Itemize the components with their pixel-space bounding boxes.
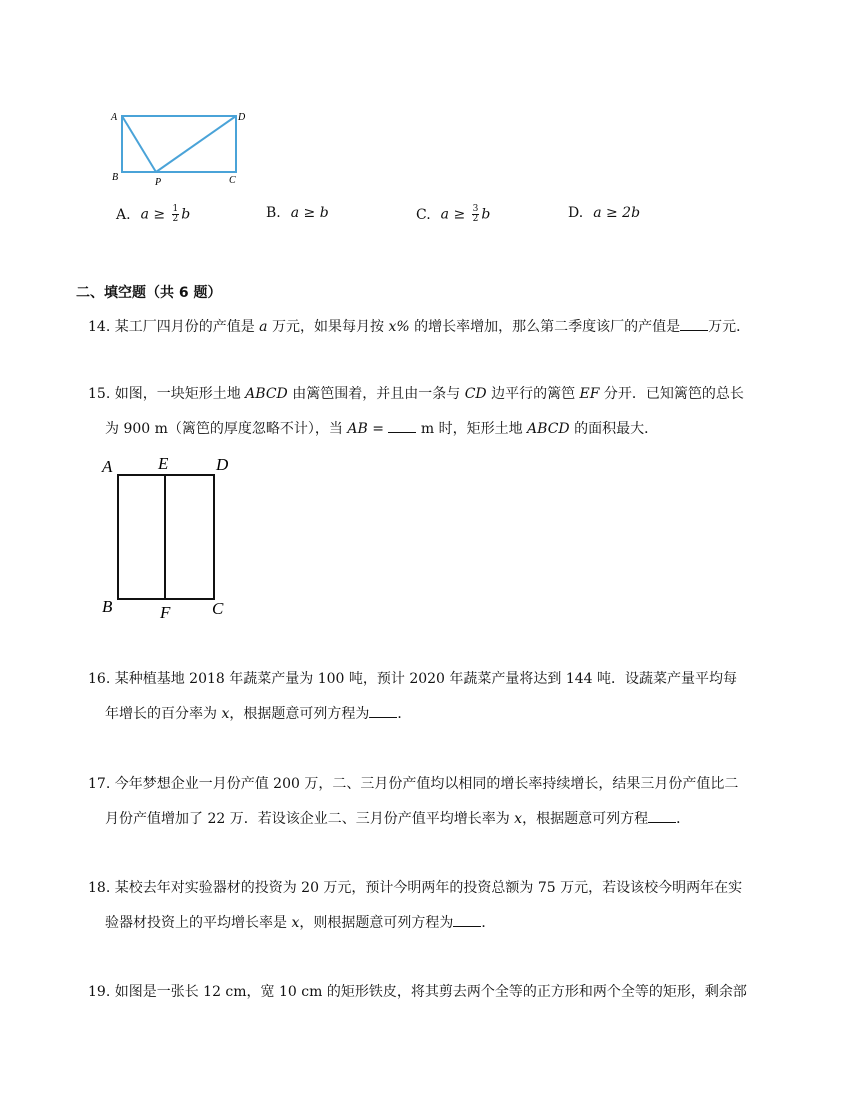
option-a-letter: A. [116, 206, 131, 223]
question-15-text-8: 的面积最大． [569, 421, 659, 437]
question-18-number: 18. [88, 880, 111, 896]
question-15-var-ef: EF [579, 386, 600, 402]
question-14-text-2: 万元，如果每月按 [267, 319, 389, 335]
question-14-var-x: x% [388, 319, 410, 335]
option-a[interactable] [116, 205, 190, 224]
question-15-line-2 [88, 418, 788, 439]
question-17 [88, 774, 788, 829]
segment-pd [156, 116, 236, 172]
question-14-text-1: 某工厂四月份的产值是 [114, 319, 260, 335]
label-f: F [160, 603, 171, 622]
question-17-answer-blank[interactable] [648, 808, 676, 823]
figure-rectangle-abcd-ef [98, 452, 238, 624]
question-16-text-2: 年增长的百分率为 [105, 706, 222, 722]
option-a-fraction [172, 205, 180, 224]
question-18-line-1 [88, 878, 788, 898]
option-a-expr-pre: a ≥ [140, 206, 170, 223]
question-15-text-2: 由篱笆围着，并且由一条与 [287, 386, 465, 402]
question-19-number: 19. [88, 984, 111, 1000]
question-14-text-3: 的增长率增加，那么第二季度该厂的产值是 [409, 319, 681, 335]
question-15-text-6: = [367, 421, 389, 437]
question-19-text-1: 如图是一张长 12 cm，宽 10 cm 的矩形铁皮，将其剪去两个全等的正方形和两个全等的矩形，剩余部 [114, 984, 747, 1000]
question-18-text-4: ． [481, 915, 496, 931]
option-b-letter: B. [266, 205, 281, 221]
option-a-expr-post: b [181, 206, 191, 223]
label-c: C [229, 175, 236, 186]
question-16-text-3: ，根据题意可列方程为 [229, 706, 370, 722]
question-18-text-3: ，则根据题意可列方程为 [299, 915, 454, 931]
label-b-2: B [102, 597, 113, 616]
question-17-var-x: x [514, 811, 523, 827]
question-17-number: 17. [88, 776, 111, 792]
section-title: 二、填空题（共 6 题） [76, 285, 222, 301]
question-16-var-x: x [221, 706, 230, 722]
option-c-fraction [472, 205, 480, 224]
question-15-text-3: 边平行的篱笆 [486, 386, 580, 402]
question-16-text-4: ． [397, 706, 412, 722]
option-c-expr-post: b [481, 206, 491, 223]
question-14-answer-blank[interactable] [680, 316, 708, 331]
option-c-denominator: 2 [472, 214, 479, 224]
question-15-var-abcd-2: ABCD [527, 421, 570, 437]
label-b: B [112, 172, 119, 183]
option-b-expr: a ≥ b [290, 205, 329, 221]
question-14-line [88, 316, 788, 337]
question-15-var-ab: AB [347, 421, 368, 437]
question-18-answer-blank[interactable] [453, 912, 481, 927]
question-16-line-1 [88, 669, 788, 689]
question-19-line-1 [88, 982, 788, 1002]
question-14 [88, 316, 788, 337]
question-15-text-1: 如图，一块矩形土地 [114, 386, 246, 402]
question-15-number: 15. [88, 386, 111, 402]
question-19 [88, 982, 788, 1002]
question-18-var-x: x [291, 915, 300, 931]
question-15-answer-blank[interactable] [388, 418, 416, 433]
label-d: D [238, 112, 246, 123]
question-14-text-4: 万元． [708, 319, 751, 335]
question-18-text-1: 某校去年对实验器材的投资为 20 万元，预计今明两年的投资总额为 75 万元，若设该校今明两年在实 [114, 880, 743, 896]
segment-ap [122, 116, 156, 172]
question-17-text-4: ． [676, 811, 691, 827]
label-p: P [155, 177, 162, 188]
option-a-expr [141, 205, 191, 224]
question-15-text-7: m 时，矩形土地 [416, 421, 528, 437]
option-d-letter: D. [568, 205, 584, 221]
question-16-answer-blank[interactable] [369, 703, 397, 718]
question-14-number: 14. [88, 319, 111, 335]
question-17-line-2 [88, 808, 788, 829]
question-17-text-3: ，根据题意可列方程 [522, 811, 649, 827]
label-c-2: C [212, 599, 224, 618]
question-18 [88, 878, 788, 933]
label-a: A [111, 112, 118, 123]
label-a-2: A [102, 457, 113, 476]
question-18-text-2: 验器材投资上的平均增长率是 [105, 915, 292, 931]
option-a-denominator: 2 [172, 214, 179, 224]
question-16-text-1: 某种植基地 2018 年蔬菜产量为 100 吨，预计 2020 年蔬菜产量将达到 144 吨．设蔬菜产量平均每 [114, 671, 738, 687]
option-c[interactable] [416, 205, 490, 224]
question-15-text-5: 为 900 m（篱笆的厚度忽略不计），当 [105, 421, 348, 437]
question-15-line-1 [88, 384, 788, 404]
question-14-var-a: a [259, 319, 268, 335]
question-15-text-4: 分开．已知篱笆的总长 [599, 386, 744, 402]
question-18-line-2 [88, 912, 788, 933]
question-16-line-2 [88, 703, 788, 724]
option-c-letter: C. [416, 206, 431, 223]
option-c-expr [441, 205, 491, 224]
option-d-expr: a ≥ 2b [593, 205, 641, 221]
question-16 [88, 669, 788, 724]
question-17-line-1 [88, 774, 788, 794]
option-a-numerator: 1 [172, 204, 179, 214]
label-d-2: D [216, 455, 229, 474]
question-16-number: 16. [88, 671, 111, 687]
question-15-var-abcd: ABCD [245, 386, 288, 402]
question-15 [88, 384, 788, 439]
question-17-text-2: 月份产值增加了 22 万．若设该企业二、三月份产值平均增长率为 [105, 811, 515, 827]
option-c-numerator: 3 [472, 204, 479, 214]
question-17-text-1: 今年梦想企业一月份产值 200 万，二、三月份产值均以相同的增长率持续增长，结果三月份产值比二 [114, 776, 739, 792]
figure-rectangle-abcd-p [108, 108, 248, 188]
option-c-expr-pre: a ≥ [440, 206, 470, 223]
option-b[interactable] [266, 205, 329, 221]
label-e: E [158, 454, 169, 473]
option-d[interactable] [568, 205, 640, 221]
question-15-var-cd: CD [464, 386, 487, 402]
